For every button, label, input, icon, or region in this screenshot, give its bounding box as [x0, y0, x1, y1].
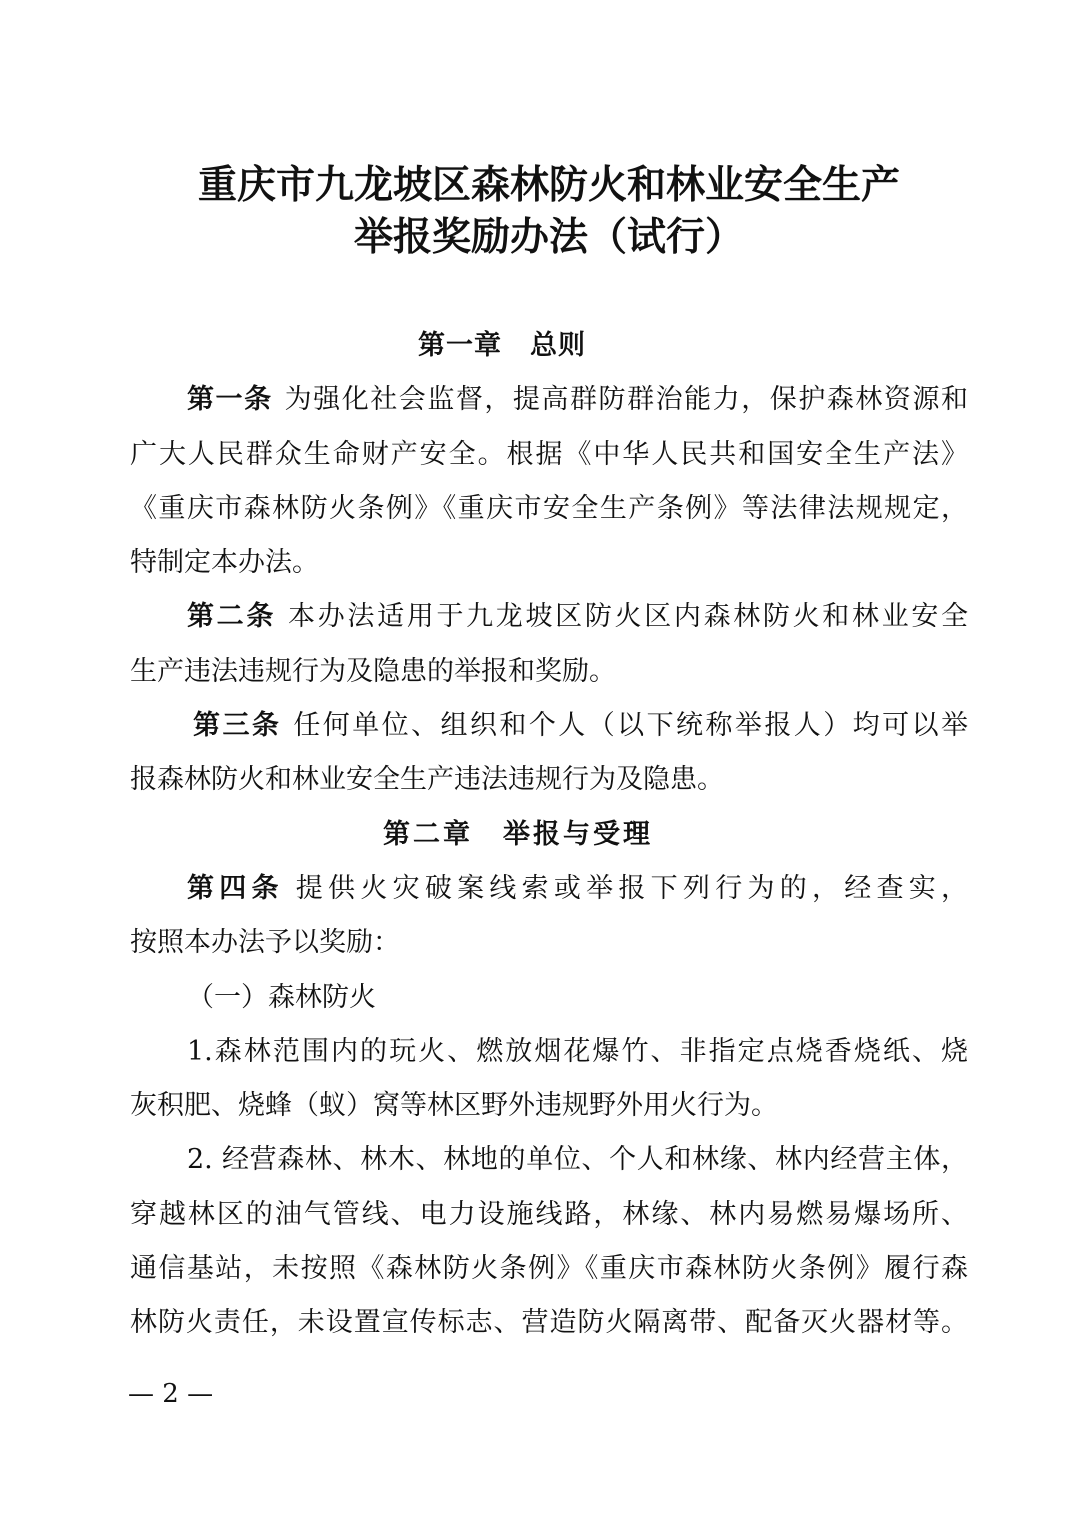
page-number: — 2 —	[128, 1379, 214, 1409]
article-3-line-1	[130, 699, 968, 753]
article-1-line-4: 特制定本办法。	[130, 547, 319, 579]
item-2-line-2: 穿越林区的油气管线、电力设施线路，林缘、林内易燃易爆场所、	[130, 1198, 968, 1230]
article-2-label: 第二条	[187, 601, 277, 633]
document-title	[130, 159, 968, 263]
list-item-1	[130, 1025, 968, 1134]
item-1-line-1: 1.森林范围内的玩火、燃放烟花爆竹、非指定点烧香烧纸、烧	[187, 1035, 968, 1067]
title-line-1: 重庆市九龙坡区森林防火和林业安全生产	[197, 162, 900, 208]
item-2-line-3: 通信基站，未按照《森林防火条例》《重庆市森林防火条例》履行森	[130, 1253, 968, 1285]
article-4-label: 第四条	[187, 872, 284, 904]
article-3-line-2: 报森林防火和林业安全生产违法违规行为及隐患。	[130, 764, 724, 796]
article-3	[130, 699, 968, 808]
article-4-line-1	[130, 862, 968, 916]
article-1	[130, 373, 968, 590]
article-3-label: 第三条	[193, 710, 282, 742]
chapter-2-heading: 第二章 举报与受理	[383, 818, 653, 850]
article-1-line-2: 广大人民群众生命财产安全。根据《中华人民共和国安全生产法》	[130, 438, 968, 470]
article-3-text-1: 任何单位、组织和个人（以下统称举报人）均可以举	[293, 710, 968, 742]
article-1-label: 第一条	[187, 384, 273, 416]
article-2-line-2: 生产违法违规行为及隐患的举报和奖励。	[130, 655, 616, 687]
title-line-2: 举报奖励办法（试行）	[353, 214, 744, 260]
article-2-text-1: 本办法适用于九龙坡区防火区内森林防火和林业安全	[288, 601, 968, 633]
article-2-line-1	[130, 590, 968, 644]
item-2-line-4: 林防火责任，未设置宣传标志、营造防火隔离带、配备灭火器材等。	[130, 1307, 968, 1339]
article-4-line-2: 按照本办法予以奖励：	[130, 927, 400, 959]
article-4-text-1: 提供火灾破案线索或举报下列行为的，经查实，	[295, 872, 968, 904]
article-4	[130, 862, 968, 971]
article-2	[130, 590, 968, 699]
article-1-line-3: 《重庆市森林防火条例》《重庆市安全生产条例》等法律法规规定，	[130, 492, 968, 524]
item-1-line-2: 灰积肥、烧蜂（蚁）窝等林区野外违规野外用火行为。	[130, 1090, 778, 1122]
article-1-text-1: 为强化社会监督，提高群防群治能力，保护森林资源和	[284, 384, 968, 416]
list-item-2	[130, 1133, 968, 1350]
document-body	[130, 319, 968, 1351]
chapter-1-heading: 第一章 总则	[418, 330, 586, 361]
item-2-line-1: 2. 经营森林、林木、林地的单位、个人和林缘、林内经营主体，	[187, 1144, 968, 1176]
subsection-heading: （一）森林防火	[187, 981, 376, 1013]
article-1-line-1	[130, 373, 968, 427]
